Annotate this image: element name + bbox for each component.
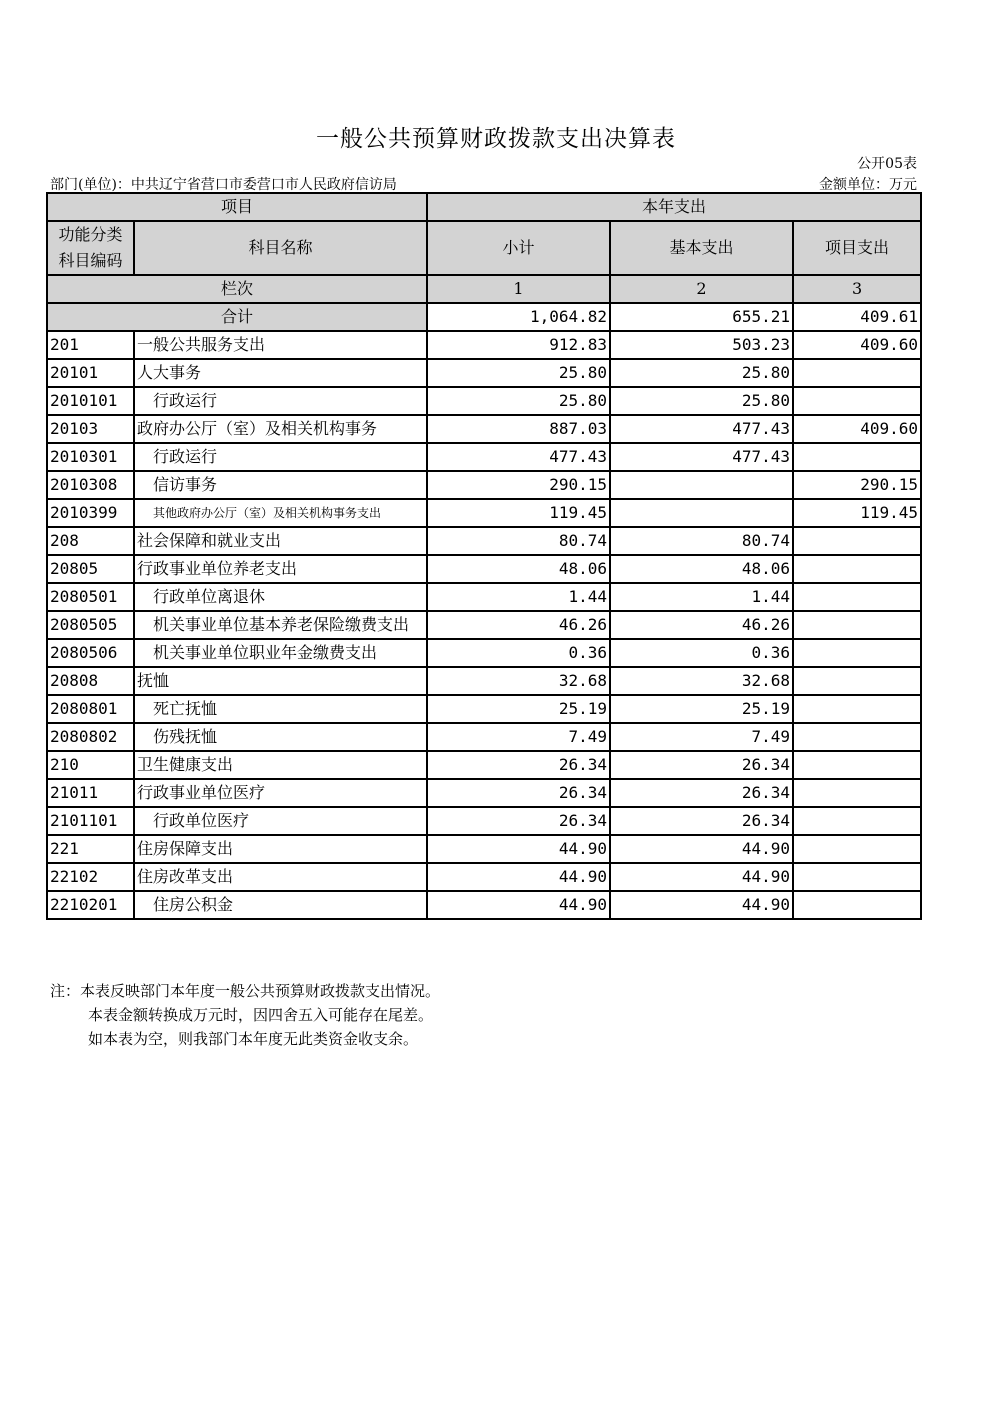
row-subject-name: 行政运行 <box>134 443 427 471</box>
row-subject-name: 卫生健康支出 <box>134 751 427 779</box>
row-project <box>793 443 921 471</box>
row-subtotal: 477.43 <box>427 443 610 471</box>
row-basic: 0.36 <box>610 639 793 667</box>
row-code: 2080802 <box>47 723 134 751</box>
table-row <box>47 387 921 415</box>
header-subtotal: 小计 <box>427 221 610 275</box>
row-basic: 25.19 <box>610 695 793 723</box>
row-subject-name: 机关事业单位基本养老保险缴费支出 <box>134 611 427 639</box>
row-code: 210 <box>47 751 134 779</box>
row-basic: 1.44 <box>610 583 793 611</box>
row-code: 20101 <box>47 359 134 387</box>
row-subject-name: 伤残抚恤 <box>134 723 427 751</box>
row-project <box>793 667 921 695</box>
row-code: 2010399 <box>47 499 134 527</box>
row-project <box>793 807 921 835</box>
row-project: 409.60 <box>793 331 921 359</box>
table-row <box>47 891 921 919</box>
column-index-1: 1 <box>427 275 610 303</box>
row-subtotal: 26.34 <box>427 779 610 807</box>
row-code: 221 <box>47 835 134 863</box>
row-subject-name: 人大事务 <box>134 359 427 387</box>
note-line-3: 如本表为空，则我部门本年度无此类资金收支余。 <box>88 1030 419 1048</box>
row-code: 20805 <box>47 555 134 583</box>
expenditure-table <box>46 192 922 920</box>
row-subject-name: 行政单位离退休 <box>134 583 427 611</box>
row-project <box>793 555 921 583</box>
row-subtotal: 26.34 <box>427 807 610 835</box>
row-subject-name: 住房保障支出 <box>134 835 427 863</box>
row-basic: 25.80 <box>610 359 793 387</box>
total-basic: 655.21 <box>610 303 793 331</box>
table-row <box>47 527 921 555</box>
row-subtotal: 912.83 <box>427 331 610 359</box>
row-basic: 26.34 <box>610 807 793 835</box>
table-row <box>47 331 921 359</box>
table-row <box>47 415 921 443</box>
row-project <box>793 359 921 387</box>
row-project <box>793 387 921 415</box>
row-code: 20808 <box>47 667 134 695</box>
row-project <box>793 695 921 723</box>
row-basic: 32.68 <box>610 667 793 695</box>
row-subject-name: 死亡抚恤 <box>134 695 427 723</box>
header-func-code-line2: 科目编码 <box>58 251 123 270</box>
row-subtotal: 44.90 <box>427 863 610 891</box>
total-label: 合计 <box>47 303 427 331</box>
row-subtotal: 1.44 <box>427 583 610 611</box>
row-subtotal: 290.15 <box>427 471 610 499</box>
row-subject-name: 行政运行 <box>134 387 427 415</box>
row-code: 208 <box>47 527 134 555</box>
row-basic: 477.43 <box>610 443 793 471</box>
column-index-2: 2 <box>610 275 793 303</box>
amount-unit-label: 金额单位：万元 <box>819 177 917 193</box>
row-basic: 477.43 <box>610 415 793 443</box>
table-row <box>47 723 921 751</box>
table-row <box>47 555 921 583</box>
row-project <box>793 891 921 919</box>
column-index-label: 栏次 <box>47 275 427 303</box>
row-code: 2010308 <box>47 471 134 499</box>
total-row <box>47 303 921 331</box>
row-subtotal: 44.90 <box>427 891 610 919</box>
table-row <box>47 807 921 835</box>
row-subject-name: 一般公共服务支出 <box>134 331 427 359</box>
row-subtotal: 80.74 <box>427 527 610 555</box>
row-project: 290.15 <box>793 471 921 499</box>
row-subtotal: 119.45 <box>427 499 610 527</box>
header-func-code <box>47 221 134 275</box>
row-code: 20103 <box>47 415 134 443</box>
row-code: 2080801 <box>47 695 134 723</box>
table-row <box>47 611 921 639</box>
row-basic: 44.90 <box>610 863 793 891</box>
header-basic: 基本支出 <box>610 221 793 275</box>
row-subtotal: 26.34 <box>427 751 610 779</box>
row-project <box>793 723 921 751</box>
row-project <box>793 779 921 807</box>
column-index-row <box>47 275 921 303</box>
row-project <box>793 583 921 611</box>
table-row <box>47 499 921 527</box>
header-row-2 <box>47 221 921 275</box>
row-code: 201 <box>47 331 134 359</box>
header-this-year: 本年支出 <box>427 193 921 221</box>
row-subject-name: 机关事业单位职业年金缴费支出 <box>134 639 427 667</box>
row-code: 2210201 <box>47 891 134 919</box>
row-subject-name: 政府办公厅（室）及相关机构事务 <box>134 415 427 443</box>
row-subject-name: 抚恤 <box>134 667 427 695</box>
row-basic: 26.34 <box>610 779 793 807</box>
row-subject-name: 行政事业单位养老支出 <box>134 555 427 583</box>
total-project: 409.61 <box>793 303 921 331</box>
table-row <box>47 583 921 611</box>
row-subtotal: 25.80 <box>427 387 610 415</box>
table-row <box>47 359 921 387</box>
row-project <box>793 835 921 863</box>
row-subject-name: 行政单位医疗 <box>134 807 427 835</box>
table-row <box>47 835 921 863</box>
table-row <box>47 471 921 499</box>
row-code: 2080506 <box>47 639 134 667</box>
row-project <box>793 611 921 639</box>
row-subject-name: 社会保障和就业支出 <box>134 527 427 555</box>
header-item: 项目 <box>47 193 427 221</box>
row-basic: 26.34 <box>610 751 793 779</box>
row-subject-name: 住房改革支出 <box>134 863 427 891</box>
row-code: 2101101 <box>47 807 134 835</box>
row-project <box>793 751 921 779</box>
header-subject-name: 科目名称 <box>134 221 427 275</box>
row-subtotal: 46.26 <box>427 611 610 639</box>
table-row <box>47 695 921 723</box>
header-row-1 <box>47 193 921 221</box>
table-row <box>47 863 921 891</box>
row-basic: 46.26 <box>610 611 793 639</box>
row-subtotal: 0.36 <box>427 639 610 667</box>
row-subtotal: 48.06 <box>427 555 610 583</box>
row-subtotal: 44.90 <box>427 835 610 863</box>
table-row <box>47 751 921 779</box>
row-code: 2080505 <box>47 611 134 639</box>
row-subtotal: 887.03 <box>427 415 610 443</box>
row-basic: 44.90 <box>610 835 793 863</box>
table-row <box>47 667 921 695</box>
row-project: 409.60 <box>793 415 921 443</box>
row-project <box>793 527 921 555</box>
table-row <box>47 639 921 667</box>
row-basic <box>610 499 793 527</box>
row-subtotal: 32.68 <box>427 667 610 695</box>
row-project <box>793 863 921 891</box>
table-row <box>47 443 921 471</box>
header-func-code-line1: 功能分类 <box>58 225 123 244</box>
department-label: 部门(单位)：中共辽宁省营口市委营口市人民政府信访局 <box>50 177 397 193</box>
row-basic: 503.23 <box>610 331 793 359</box>
column-index-3: 3 <box>793 275 921 303</box>
note-line-1: 注：本表反映部门本年度一般公共预算财政拨款支出情况。 <box>50 982 441 1000</box>
row-basic <box>610 471 793 499</box>
row-project: 119.45 <box>793 499 921 527</box>
row-code: 2010301 <box>47 443 134 471</box>
row-project <box>793 639 921 667</box>
row-code: 21011 <box>47 779 134 807</box>
total-subtotal: 1,064.82 <box>427 303 610 331</box>
form-code: 公开05表 <box>857 156 917 172</box>
row-subject-name: 住房公积金 <box>134 891 427 919</box>
row-basic: 80.74 <box>610 527 793 555</box>
header-project: 项目支出 <box>793 221 921 275</box>
row-subtotal: 25.19 <box>427 695 610 723</box>
table-row <box>47 779 921 807</box>
row-basic: 48.06 <box>610 555 793 583</box>
row-basic: 25.80 <box>610 387 793 415</box>
row-subject-name: 行政事业单位医疗 <box>134 779 427 807</box>
row-subject-name: 信访事务 <box>134 471 427 499</box>
row-subject-name: 其他政府办公厅（室）及相关机构事务支出 <box>134 499 427 527</box>
row-subtotal: 7.49 <box>427 723 610 751</box>
row-code: 2080501 <box>47 583 134 611</box>
row-code: 2010101 <box>47 387 134 415</box>
row-basic: 44.90 <box>610 891 793 919</box>
row-basic: 7.49 <box>610 723 793 751</box>
note-line-2: 本表金额转换成万元时，因四舍五入可能存在尾差。 <box>88 1006 434 1024</box>
row-code: 22102 <box>47 863 134 891</box>
row-subtotal: 25.80 <box>427 359 610 387</box>
page-title: 一般公共预算财政拨款支出决算表 <box>316 126 676 152</box>
